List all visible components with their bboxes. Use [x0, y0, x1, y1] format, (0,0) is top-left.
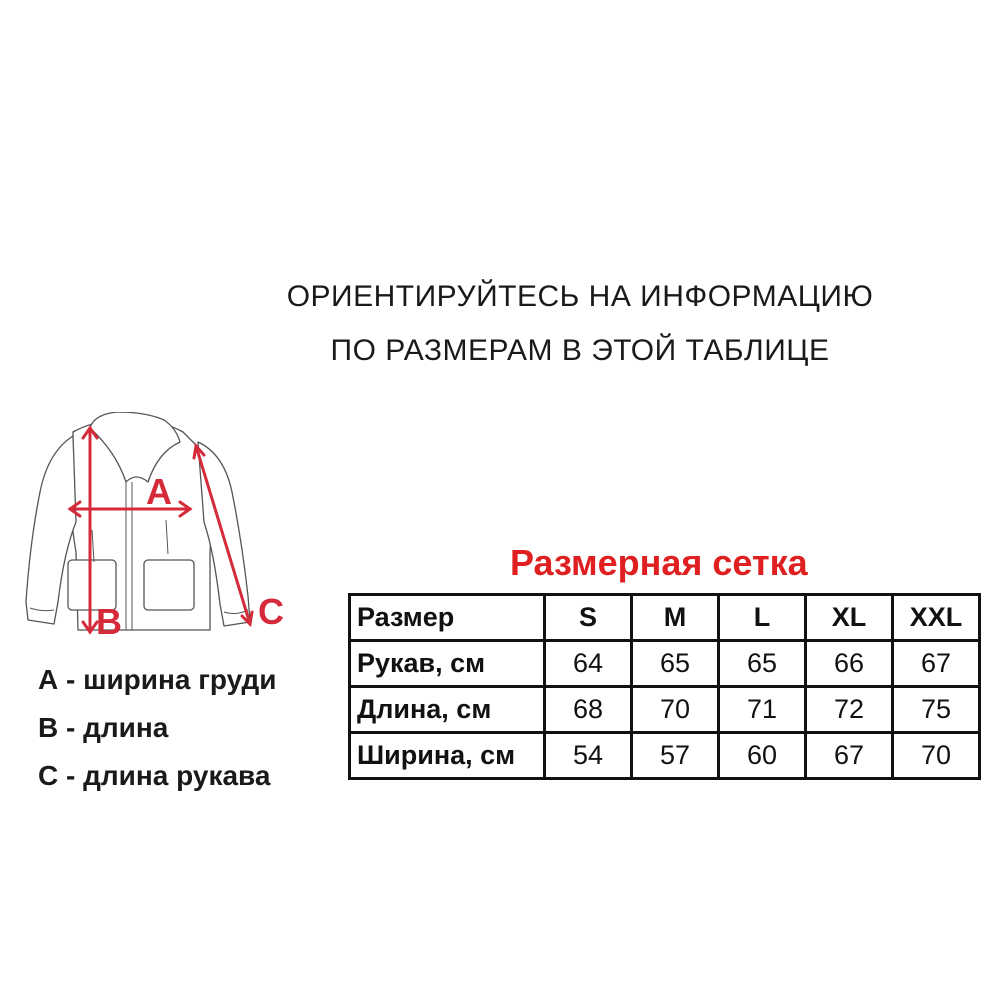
headline-line-1: ОРИЕНТИРУЙТЕСЬ НА ИНФОРМАЦИЮ — [286, 280, 874, 313]
row-label: Ширина, см — [350, 733, 545, 779]
table-cell: 71 — [719, 687, 806, 733]
table-row — [350, 733, 980, 779]
table-header-row — [350, 595, 980, 641]
table-cell: 65 — [719, 641, 806, 687]
table-cell: 68 — [545, 687, 632, 733]
table-row — [350, 641, 980, 687]
jacket-outline — [26, 412, 250, 630]
table-cell: 60 — [719, 733, 806, 779]
header-cell: M — [632, 595, 719, 641]
header-cell: S — [545, 595, 632, 641]
table-cell: 70 — [893, 733, 980, 779]
size-table-title: Размерная сетка — [510, 542, 808, 583]
row-label: Длина, см — [350, 687, 545, 733]
table-cell: 57 — [632, 733, 719, 779]
table-cell: 64 — [545, 641, 632, 687]
headline-line-2: ПО РАЗМЕРАМ В ЭТОЙ ТАБЛИЦЕ — [330, 334, 830, 367]
header-cell: L — [719, 595, 806, 641]
legend-item-b: В - длина — [38, 712, 169, 743]
header-cell: XL — [806, 595, 893, 641]
table-cell: 66 — [806, 641, 893, 687]
measure-c-label: C — [258, 591, 284, 632]
header-cell: XXL — [893, 595, 980, 641]
legend-item-a: А - ширина груди — [38, 664, 277, 695]
table-cell: 75 — [893, 687, 980, 733]
row-label: Рукав, см — [350, 641, 545, 687]
table-cell: 67 — [893, 641, 980, 687]
table-cell: 65 — [632, 641, 719, 687]
measure-b-label: B — [96, 601, 122, 642]
legend-item-c: С - длина рукава — [38, 760, 271, 791]
table-cell: 70 — [632, 687, 719, 733]
header-cell-size: Размер — [350, 595, 545, 641]
table-cell: 54 — [545, 733, 632, 779]
table-cell: 67 — [806, 733, 893, 779]
table-cell: 72 — [806, 687, 893, 733]
measure-a-label: A — [146, 471, 172, 512]
table-row — [350, 687, 980, 733]
measurement-legend — [38, 656, 277, 800]
jacket-diagram — [18, 412, 298, 652]
size-table — [348, 593, 981, 780]
